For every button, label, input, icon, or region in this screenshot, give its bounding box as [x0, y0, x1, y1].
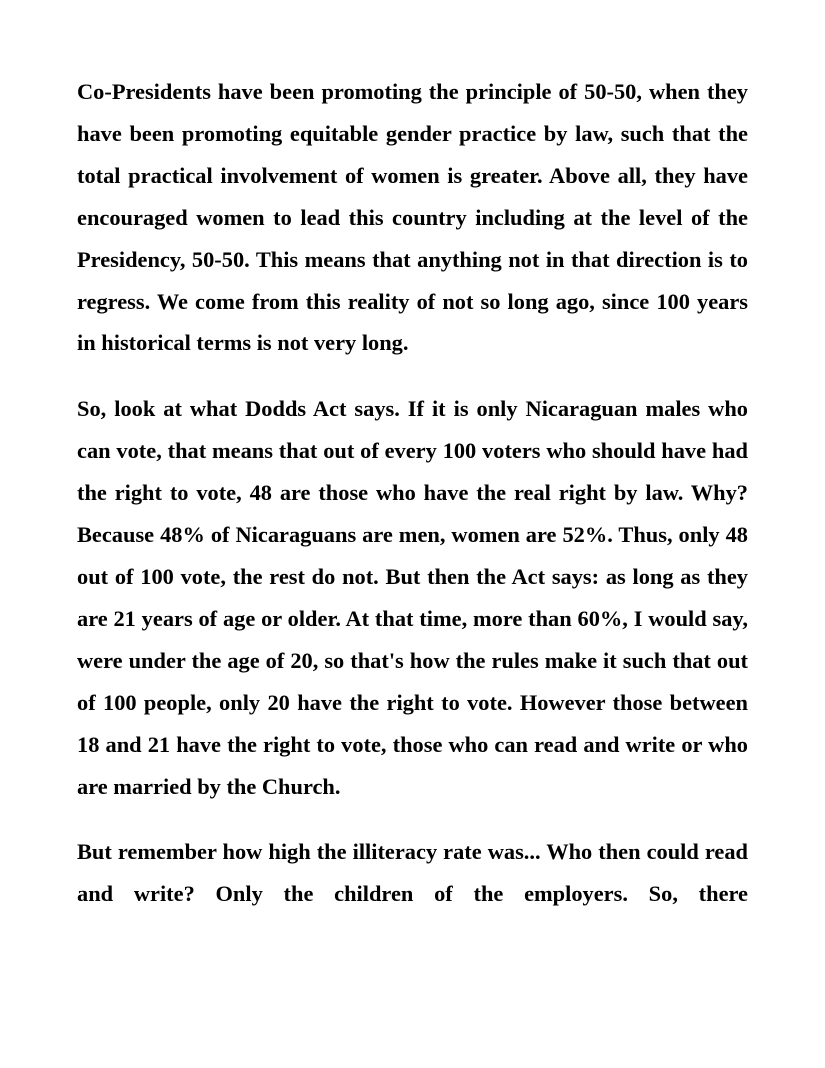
- paragraph-2: So, look at what Dodds Act says. If it is only Nicaraguan males who can vote, that means that out of every 100 voters who should have had the right to vote, 48 are those who have the real right by law. Why? Because 48% of Nicaraguans are men, women are 52%. Thus, only 48 out of 100 vote, the rest do not. But then the Act says: as long as they are 21 years of age or older. At that time, more than 60%, I would say, were under the age of 20, so that's how the rules make it such that out of 100 people, only 20 have the right to vote. However those between 18 and 21 have the right to vote, those who can read and write or who are married by the Church.: [77, 396, 748, 799]
- paragraph-3: But remember how high the illiteracy rate was... Who then could read and write? Only the children of the employers. So, there: [77, 839, 748, 907]
- paragraph-1: Co-Presidents have been promoting the principle of 50-50, when they have been promoting equitable gender practice by law, such that the total practical involvement of women is greater. Above all, they have encouraged women to lead this country including at the level of the Presidency, 50-50. This means that anything not in that direction is to regress. We come from this reality of not so long ago, since 100 years in historical terms is not very long.: [77, 79, 748, 356]
- document-page: [77, 71, 748, 939]
